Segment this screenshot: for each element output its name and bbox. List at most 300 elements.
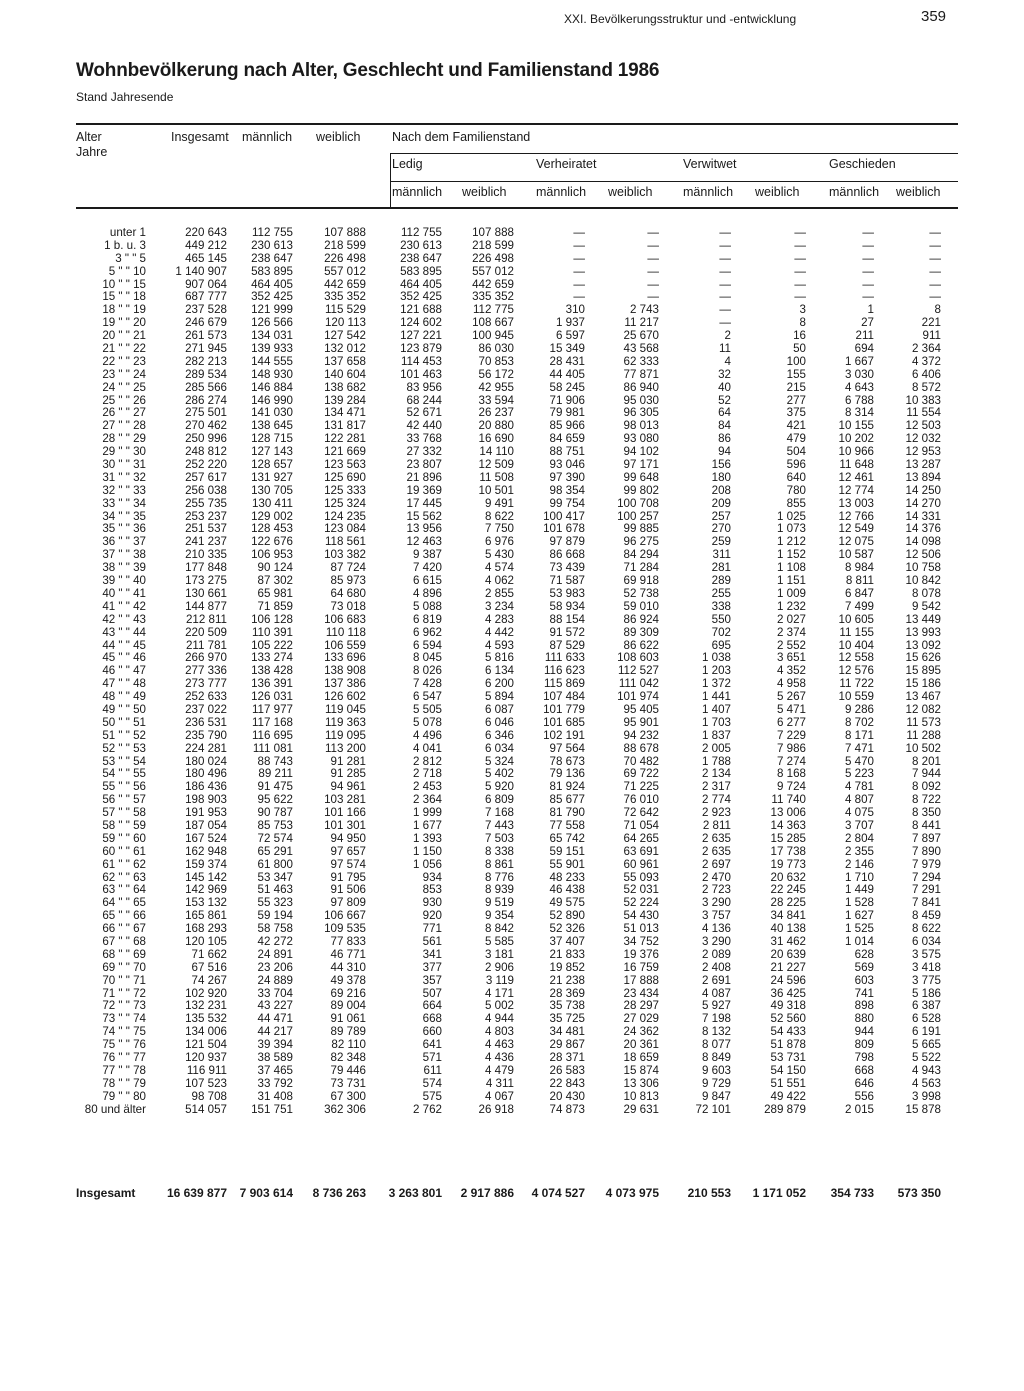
table-cell: 694 [854,342,874,356]
table-cell: 95 622 [257,793,293,807]
table-cell: 1 108 [776,561,806,575]
table-cell: 88 154 [549,612,585,626]
table-cell: — [719,290,731,304]
table-cell: 71 225 [623,780,659,794]
table-cell: 1 150 [412,844,442,858]
table-cell: 54 433 [770,1025,806,1039]
table-cell: 27 332 [406,445,442,459]
age-cell: 23 " " 24 [102,367,146,381]
table-cell: 5 223 [844,767,874,781]
table-cell: 102 191 [543,728,585,742]
table-cell: 1 [867,303,874,317]
table-row [0,743,1024,756]
table-cell: 85 677 [549,793,585,807]
table-cell: 108 603 [617,651,659,665]
table-cell: 28 371 [549,1051,585,1064]
table-cell: 87 724 [330,561,366,575]
table-cell: 21 833 [549,947,585,961]
table-cell: 74 873 [549,1102,585,1116]
table-cell: — [794,264,806,278]
table-cell: 1 525 [844,922,874,936]
header-age-line2: Jahre [76,145,108,159]
table-row [0,627,1024,640]
table-cell: 7 944 [911,767,941,781]
table-cell: 6 809 [484,793,514,807]
table-cell: 137 386 [324,677,366,691]
table-cell: 259 [711,535,731,549]
table-cell: 2 635 [701,831,731,845]
age-cell: 41 " " 42 [102,599,146,613]
table-cell: 101 779 [543,702,585,716]
table-row [0,975,1024,988]
header-top-rule [76,123,958,125]
table-cell: 7 443 [484,818,514,832]
table-cell: — [719,277,731,291]
table-cell: 89 309 [623,625,659,639]
age-cell: 40 " " 41 [102,586,146,600]
table-cell: 1 788 [701,754,731,768]
table-cell: 100 417 [543,509,585,523]
table-row [0,459,1024,472]
age-cell: 52 " " 53 [102,741,146,755]
table-cell: 4 372 [911,354,941,368]
table-cell: 53 983 [549,586,585,600]
table-cell: 101 974 [617,690,659,704]
table-cell: 35 725 [549,1012,585,1026]
table-cell: 8 622 [484,509,514,523]
table-cell: 89 789 [330,1025,366,1039]
table-cell: 208 [711,483,731,497]
table-cell: 123 084 [324,522,366,536]
table-cell: 56 172 [478,367,514,381]
table-cell: 911 [922,329,941,343]
table-cell: 8 168 [776,767,806,781]
table-cell: 58 934 [549,599,585,613]
table-cell: 91 795 [330,870,366,884]
table-cell: 1 837 [701,728,731,742]
age-cell: 5 " " 10 [108,264,146,278]
table-cell: 2 723 [701,883,731,897]
table-cell: 4 442 [484,625,514,639]
table-cell: 49 318 [770,999,806,1013]
table-cell: 64 [718,406,731,420]
table-cell: 13 306 [623,1076,659,1090]
table-cell: 31 408 [257,1089,293,1103]
table-cell: 97 564 [549,741,585,755]
table-cell: — [794,251,806,265]
age-cell: 50 " " 51 [102,715,146,729]
table-cell: 107 888 [472,226,514,239]
table-row [0,498,1024,511]
table-cell: 91 061 [330,1012,366,1026]
table-cell: 8 132 [701,1025,731,1039]
table-cell: 55 093 [623,870,659,884]
header-total: Insgesamt [171,130,229,144]
table-cell: 99 648 [623,470,659,484]
table-cell: 86 030 [478,342,514,356]
table-cell: 341 [422,947,442,961]
table-cell: 514 057 [185,1102,227,1116]
table-cell: 103 382 [324,548,366,562]
table-cell: 23 807 [406,458,442,472]
age-cell: 19 " " 20 [102,316,146,330]
table-cell: 2 364 [412,793,442,807]
table-cell: 165 861 [185,909,227,923]
table-cell: 100 945 [472,329,514,343]
table-cell: 17 888 [623,973,659,987]
table-cell: 35 738 [549,999,585,1013]
age-cell: 45 " " 46 [102,651,146,665]
total-cell: 8 736 263 [312,1186,366,1200]
table-cell: 34 752 [623,934,659,948]
table-cell: 180 024 [185,754,227,768]
table-cell: 101 301 [324,818,366,832]
table-cell: 9 542 [911,599,941,613]
table-cell: 73 731 [330,1076,366,1090]
table-cell: 34 481 [549,1025,585,1039]
table-cell: 7 229 [776,728,806,742]
table-cell: — [719,264,731,278]
table-subtitle: Stand Jahresende [76,90,174,104]
table-cell: 106 559 [324,638,366,652]
age-cell: 20 " " 21 [102,329,146,343]
age-cell: 25 " " 26 [102,393,146,407]
table-cell: 97 574 [330,857,366,871]
total-cell: 16 639 877 [166,1186,227,1200]
table-cell: 8 776 [484,870,514,884]
age-cell: 72 " " 73 [102,999,146,1013]
table-cell: 10 202 [838,432,874,446]
table-cell: 3 290 [701,896,731,910]
age-cell: 69 " " 70 [102,960,146,974]
table-cell: 116 695 [251,728,293,742]
table-cell: 121 504 [185,1038,227,1052]
table-cell: 4 041 [412,741,442,755]
table-row [0,820,1024,833]
table-cell: 51 878 [770,1038,806,1052]
table-cell: 352 425 [400,290,442,304]
table-cell: 2 923 [701,806,731,820]
table-cell: 252 633 [185,690,227,704]
table-cell: 130 411 [251,496,293,510]
table-cell: 101 685 [543,715,585,729]
age-cell: 79 " " 80 [102,1089,146,1103]
total-cell: 4 074 527 [531,1186,585,1200]
table-cell: 17 738 [770,844,806,858]
table-cell: 10 605 [838,612,874,626]
table-cell: 611 [423,1063,442,1077]
table-cell: 1 441 [701,690,731,704]
table-cell: 237 022 [185,702,227,716]
table-cell: 146 884 [251,380,293,394]
table-cell: 583 895 [251,264,293,278]
table-cell: 270 462 [185,419,227,433]
table-cell: 7 979 [911,857,941,871]
table-cell: 114 453 [400,354,442,368]
table-cell: 4 896 [412,586,442,600]
table-cell: 13 003 [838,496,874,510]
age-cell: 1 b. u. 3 [104,238,146,252]
table-cell: 58 758 [257,922,293,936]
table-cell: 138 645 [251,419,293,433]
table-cell: 6 976 [484,535,514,549]
age-cell: 65 " " 66 [102,909,146,923]
table-cell: 95 901 [623,715,659,729]
table-cell: 135 532 [185,1012,227,1026]
table-cell: 3 651 [776,651,806,665]
table-cell: 8 842 [484,922,514,936]
table-cell: — [573,277,585,291]
table-cell: 36 425 [770,986,806,1000]
table-cell: 7 471 [844,741,874,755]
table-cell: 55 901 [549,857,585,871]
table-cell: 266 970 [185,651,227,665]
table-cell: 126 602 [324,690,366,704]
table-cell: 129 002 [251,509,293,523]
header-female: weiblich [316,130,361,144]
table-cell: 10 966 [838,445,874,459]
table-cell: 8 811 [845,574,874,588]
table-cell: 116 623 [543,664,585,678]
table-row [0,240,1024,253]
table-row [0,833,1024,846]
table-cell: — [573,290,585,304]
table-cell: 11 508 [479,470,514,484]
table-cell: 6 597 [555,329,585,343]
table-cell: — [794,238,806,252]
table-cell: 1 151 [776,574,806,588]
age-cell: 18 " " 19 [102,303,146,317]
age-cell: 74 " " 75 [102,1025,146,1039]
table-cell: 2 470 [701,870,731,884]
table-cell: 2 355 [844,844,874,858]
table-cell: 138 428 [251,664,293,678]
table-cell: 285 566 [185,380,227,394]
table-cell: 9 354 [484,909,514,923]
table-row [0,369,1024,382]
table-cell: — [719,251,731,265]
table-row [0,730,1024,743]
table-cell: — [573,264,585,278]
table-cell: 2 027 [776,612,806,626]
table-cell: 121 669 [324,445,366,459]
table-cell: 256 038 [185,483,227,497]
table-cell: 55 323 [257,896,293,910]
header-divorced: Geschieden [829,157,896,171]
table-cell: 8 622 [911,922,941,936]
table-cell: 105 222 [251,638,293,652]
table-cell: 3 575 [911,947,941,961]
table-cell: 72 101 [695,1102,731,1116]
table-cell: 107 484 [543,690,585,704]
table-cell: 660 [422,1025,442,1039]
table-cell: 668 [422,1012,442,1026]
header-widowed: Verwitwet [683,157,737,171]
table-cell: 741 [854,986,874,1000]
table-cell: 6 788 [844,393,874,407]
table-cell: 15 562 [406,509,442,523]
table-cell: 275 501 [185,406,227,420]
table-cell: 71 906 [549,393,585,407]
table-cell: 5 585 [484,934,514,948]
table-cell: 119 095 [324,728,366,742]
table-cell: 93 046 [549,458,585,472]
table-cell: 248 812 [185,445,227,459]
table-cell: 6 087 [484,702,514,716]
table-cell: 4 352 [776,664,806,678]
table-cell: 96 275 [623,535,659,549]
table-cell: 930 [422,896,442,910]
table-cell: 550 [711,612,731,626]
table-cell: 603 [854,973,874,987]
table-cell: 13 449 [905,612,941,626]
table-cell: — [929,238,941,252]
header-bottom-rule [76,207,958,209]
table-cell: 100 [786,354,806,368]
table-cell: 8 722 [911,793,941,807]
table-cell: 49 422 [770,1089,806,1103]
table-cell: 144 555 [251,354,293,368]
table-cell: 13 956 [406,522,442,536]
table-cell: 28 225 [770,896,806,910]
table-cell: 46 771 [330,947,366,961]
table-cell: 134 031 [251,329,293,343]
table-cell: 5 430 [484,548,514,562]
table-cell: 3 119 [485,973,514,987]
age-cell: 42 " " 43 [102,612,146,626]
table-cell: 6 034 [484,741,514,755]
table-cell: 5 088 [412,599,442,613]
table-cell: 19 773 [770,857,806,871]
table-cell: 98 013 [623,419,659,433]
table-cell: 15 349 [549,342,585,356]
table-cell: 209 [711,496,731,510]
table-cell: 4 643 [844,380,874,394]
table-cell: 127 143 [251,445,293,459]
table-cell: 42 272 [257,934,293,948]
table-cell: 1 999 [412,806,442,820]
table-cell: 24 362 [623,1025,659,1039]
table-cell: 641 [422,1038,442,1052]
table-cell: 122 281 [324,432,366,446]
table-cell: 235 790 [185,728,227,742]
table-cell: 10 842 [905,574,941,588]
table-row [0,962,1024,975]
table-cell: 1 667 [844,354,874,368]
table-cell: 94 232 [623,728,659,742]
age-cell: 51 " " 52 [102,728,146,742]
table-cell: 8 045 [412,651,442,665]
table-cell: 251 537 [185,522,227,536]
table-cell: 14 098 [905,535,941,549]
table-cell: 130 661 [185,586,227,600]
table-cell: 880 [854,1012,874,1026]
table-cell: 311 [712,548,731,562]
table-cell: 335 352 [324,290,366,304]
table-cell: 90 787 [257,806,293,820]
table-cell: 3 998 [911,1089,941,1103]
table-cell: 1 703 [701,715,731,729]
table-cell: 26 918 [478,1102,514,1116]
table-cell: 8 984 [844,561,874,575]
age-cell: 44 " " 45 [102,638,146,652]
table-cell: 1 152 [776,548,806,562]
table-cell: 97 171 [623,458,659,472]
table-cell: 121 999 [251,303,293,317]
table-row [0,1104,1024,1117]
table-cell: 40 138 [770,922,806,936]
table-cell: 4 311 [485,1076,514,1090]
table-cell: 2 811 [702,818,731,832]
table-cell: 15 285 [770,831,806,845]
table-cell: 5 665 [911,1038,941,1052]
table-cell: 68 244 [406,393,442,407]
table-cell: 571 [422,1051,442,1064]
table-cell: 11 155 [839,625,874,639]
table-cell: 71 284 [623,561,659,575]
table-cell: 255 [711,586,731,600]
table-cell: 33 792 [257,1076,293,1090]
table-cell: 1 212 [776,535,806,549]
table-cell: 687 777 [185,290,227,304]
table-cell: 7 503 [484,831,514,845]
header-divorced-male: männlich [829,185,880,199]
table-cell: 237 528 [185,303,227,317]
table-cell: 112 755 [251,226,293,239]
header-male: männlich [242,130,293,144]
table-row [0,936,1024,949]
table-cell: — [573,251,585,265]
table-cell: 43 227 [257,999,293,1013]
table-cell: 4 944 [484,1012,514,1026]
table-cell: 137 658 [324,354,366,368]
table-cell: 52 890 [549,909,585,923]
table-cell: 2 743 [629,303,659,317]
total-cell: 2 917 886 [460,1186,514,1200]
table-cell: 4 136 [701,922,731,936]
age-cell: 68 " " 69 [102,947,146,961]
table-cell: 72 574 [257,831,293,845]
table-cell: 162 948 [185,844,227,858]
table-cell: 108 667 [472,316,514,330]
age-cell: 58 " " 59 [102,818,146,832]
table-cell: 61 800 [257,857,293,871]
table-cell: 100 708 [617,496,659,510]
table-cell: 1 449 [844,883,874,897]
table-cell: 97 809 [330,896,366,910]
table-cell: 3 181 [484,947,514,961]
table-row [0,575,1024,588]
table-cell: 53 347 [257,870,293,884]
table-cell: 10 501 [478,483,514,497]
table-cell: 246 679 [185,316,227,330]
table-cell: 110 118 [325,625,366,639]
table-cell: 11 [718,342,731,356]
table-cell: 20 430 [549,1089,585,1103]
table-cell: 7 986 [776,741,806,755]
table-cell: 111 042 [618,677,659,691]
table-cell: 110 391 [251,625,293,639]
table-cell: 159 374 [185,857,227,871]
total-cell: 4 073 975 [605,1186,659,1200]
table-cell: 12 774 [838,483,874,497]
age-cell: 34 " " 35 [102,509,146,523]
table-cell: 70 853 [478,354,514,368]
running-head: XXI. Bevölkerungsstruktur und -entwicklung [564,12,797,26]
table-cell: — [647,290,659,304]
table-cell: 138 682 [324,380,366,394]
table-cell: 44 310 [330,960,366,974]
